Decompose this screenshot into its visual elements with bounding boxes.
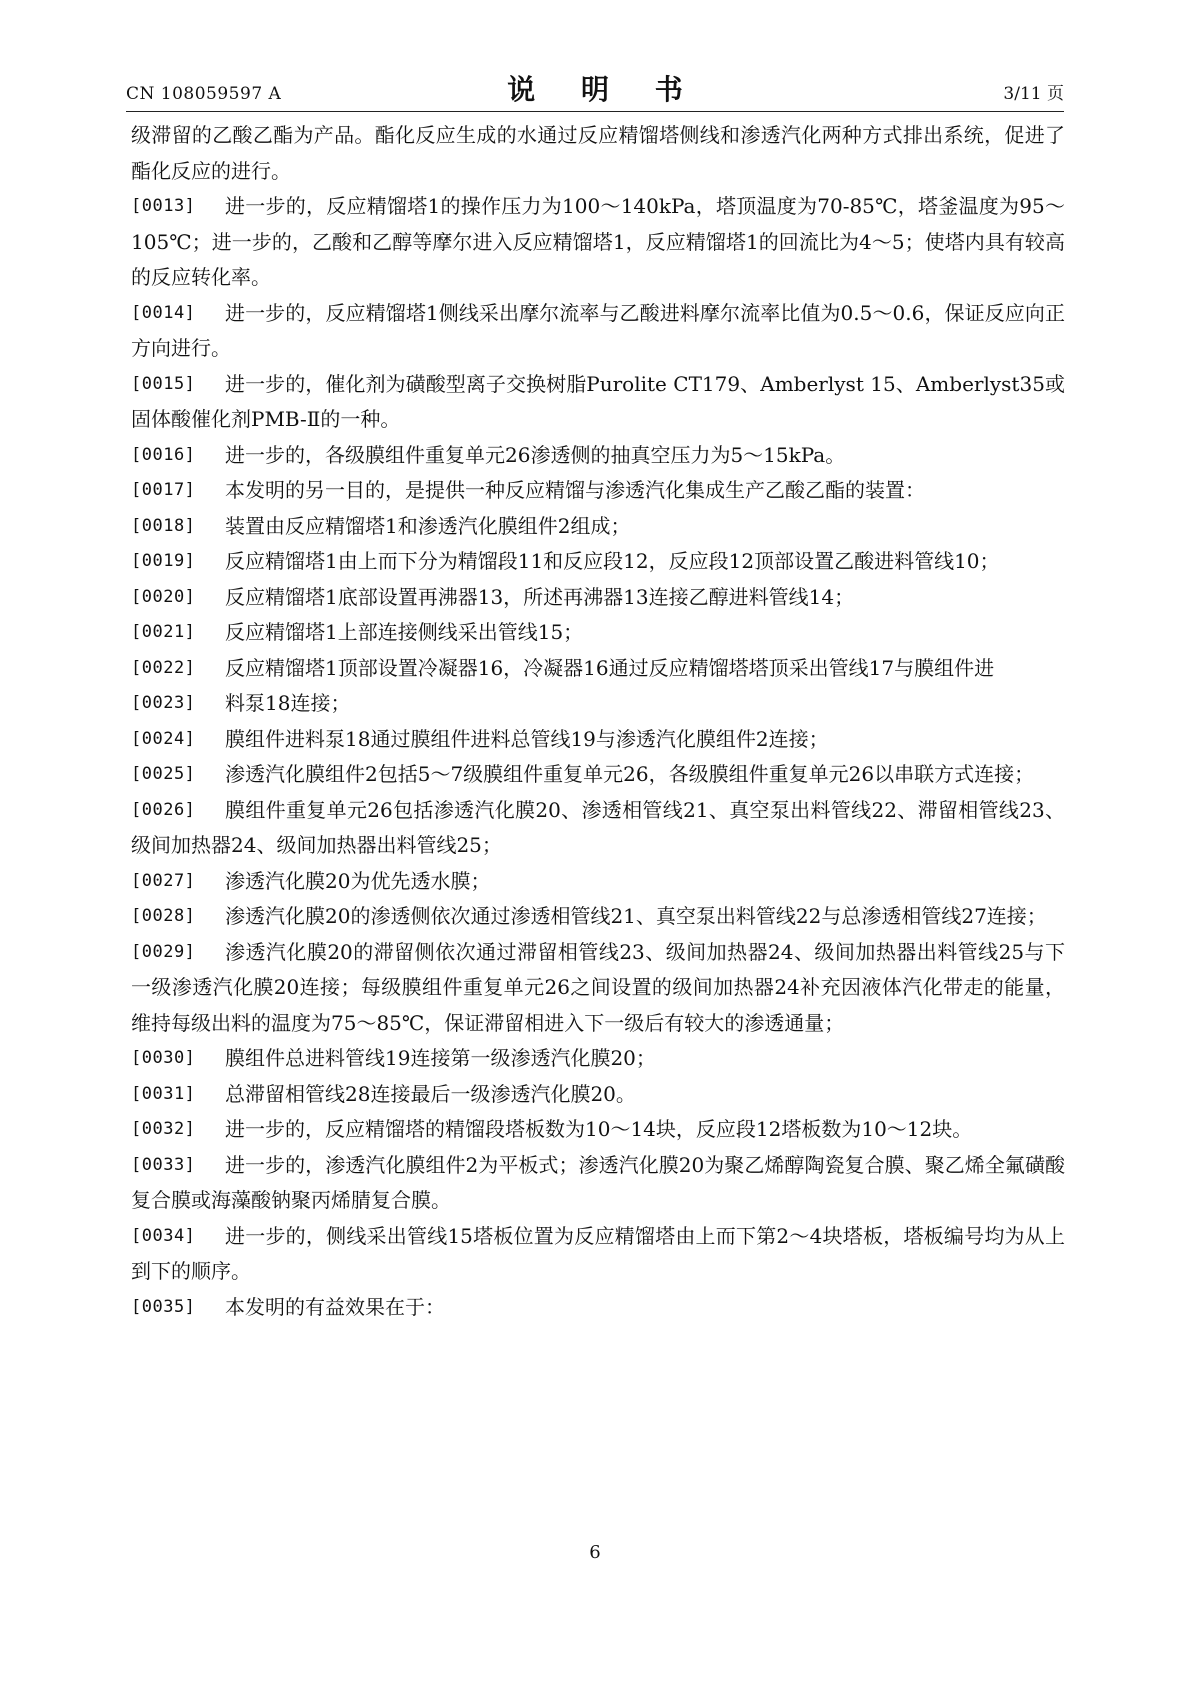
document-title: 说 明 书 <box>507 73 701 106</box>
paragraph-text: 反应精馏塔1上部连接侧线采出管线15； <box>225 620 584 644</box>
numbered-paragraph <box>131 438 1065 474</box>
continuation-paragraph: 级滞留的乙酸乙酯为产品。酯化反应生成的水通过反应精馏塔侧线和渗透汽化两种方式排出系统，促进了酯化反应的进行。 <box>131 123 1065 183</box>
paragraph-number: [0024] <box>131 728 196 749</box>
numbered-paragraph <box>131 544 1065 580</box>
paragraph-number: [0014] <box>131 302 196 323</box>
paragraph-text: 本发明的另一目的，是提供一种反应精馏与渗透汽化集成生产乙酸乙酯的装置： <box>225 478 925 502</box>
numbered-paragraph <box>131 615 1065 651</box>
numbered-paragraph <box>131 935 1065 1042</box>
paragraph-number: [0029] <box>131 941 196 962</box>
numbered-paragraph <box>131 793 1065 864</box>
paragraph-number: [0020] <box>131 586 196 607</box>
paragraph-number: [0035] <box>131 1296 196 1317</box>
numbered-paragraph <box>131 1219 1065 1290</box>
numbered-paragraph <box>131 580 1065 616</box>
paragraph-text: 渗透汽化膜20的渗透侧依次通过渗透相管线21、真空泵出料管线22与总渗透相管线27连接； <box>225 904 1047 928</box>
paragraph-number: [0026] <box>131 799 196 820</box>
paragraph-text: 进一步的，反应精馏塔1侧线采出摩尔流率与乙酸进料摩尔流率比值为0.5～0.6，保证反应向正方向进行。 <box>131 300 1065 360</box>
paragraph-number: [0027] <box>131 870 196 891</box>
header-rule <box>126 111 1064 112</box>
paragraph-number: [0025] <box>131 764 196 784</box>
numbered-paragraph <box>131 757 1065 793</box>
paragraph-number: [0019] <box>131 551 196 571</box>
paragraph-text: 进一步的，催化剂为磺酸型离子交换树脂Purolite CT179、Amberlyst 15、Amberlyst35或固体酸催化剂PMB-Ⅱ的一种。 <box>131 371 1065 431</box>
paragraph-number: [0018] <box>131 515 196 536</box>
page-number: 6 <box>589 1542 601 1563</box>
page-header <box>126 64 1064 112</box>
paragraph-number: [0017] <box>131 480 196 500</box>
numbered-paragraph <box>131 367 1065 438</box>
numbered-paragraph <box>131 651 1065 687</box>
paragraph-number: [0013] <box>131 196 196 216</box>
paragraph-text: 进一步的，反应精馏塔1的操作压力为100～140kPa，塔顶温度为70-85℃，塔釜温度为95～105℃；进一步的，乙酸和乙醇等摩尔进入反应精馏塔1，反应精馏塔1的回流比为4～5；使塔内具有较高的反应转化率。 <box>131 194 1065 289</box>
numbered-paragraph <box>131 899 1065 935</box>
paragraph-list <box>131 189 1065 1325</box>
paragraph-number: [0030] <box>131 1048 196 1068</box>
paragraph-number: [0016] <box>131 444 196 465</box>
paragraph-number: [0031] <box>131 1083 196 1104</box>
page-indicator: 3/11 页 <box>1003 84 1064 104</box>
paragraph-text: 膜组件重复单元26包括渗透汽化膜20、渗透相管线21、真空泵出料管线22、滞留相管线23、级间加热器24、级间加热器出料管线25； <box>131 797 1065 857</box>
numbered-paragraph <box>131 1112 1065 1148</box>
paragraph-text: 反应精馏塔1顶部设置冷凝器16，冷凝器16通过反应精馏塔塔顶采出管线17与膜组件进 <box>225 655 995 680</box>
paragraph-text: 装置由反应精馏塔1和渗透汽化膜组件2组成； <box>225 513 631 538</box>
numbered-paragraph <box>131 473 1065 509</box>
numbered-paragraph <box>131 189 1065 296</box>
numbered-paragraph <box>131 1041 1065 1077</box>
paragraph-text: 本发明的有益效果在于： <box>225 1294 445 1319</box>
paragraph-number: [0015] <box>131 373 196 394</box>
document-body <box>131 118 1065 1325</box>
paragraph-number: [0028] <box>131 906 196 926</box>
paragraph-number: [0021] <box>131 622 196 642</box>
paragraph-text: 反应精馏塔1底部设置再沸器13，所述再沸器13连接乙醇进料管线14； <box>225 584 855 609</box>
paragraph-number: [0023] <box>131 693 196 713</box>
paragraph-number: [0032] <box>131 1119 196 1139</box>
paragraph-text: 料泵18连接； <box>225 691 351 715</box>
numbered-paragraph <box>131 509 1065 545</box>
paragraph-text: 进一步的，各级膜组件重复单元26渗透侧的抽真空压力为5～15kPa。 <box>225 442 846 467</box>
paragraph-text: 总滞留相管线28连接最后一级渗透汽化膜20。 <box>225 1081 636 1106</box>
paragraph-text: 渗透汽化膜20的滞留侧依次通过滞留相管线23、级间加热器24、级间加热器出料管线25与下一级渗透汽化膜20连接；每级膜组件重复单元26之间设置的级间加热器24补充因液体汽化带走的能量，维持每级出料的温度为75～85℃，保证滞留相进入下一级后有较大的渗透通量； <box>131 939 1065 1035</box>
numbered-paragraph <box>131 1148 1065 1219</box>
paragraph-text: 膜组件进料泵18通过膜组件进料总管线19与渗透汽化膜组件2连接； <box>225 726 829 751</box>
numbered-paragraph <box>131 296 1065 367</box>
paragraph-text: 反应精馏塔1由上而下分为精馏段11和反应段12，反应段12顶部设置乙酸进料管线10； <box>225 549 1000 573</box>
paragraph-text: 进一步的，反应精馏塔的精馏段塔板数为10～14块，反应段12塔板数为10～12块。 <box>225 1117 973 1141</box>
paragraph-number: [0022] <box>131 657 196 678</box>
paragraph-text: 渗透汽化膜组件2包括5～7级膜组件重复单元26，各级膜组件重复单元26以串联方式连接； <box>225 762 1035 786</box>
numbered-paragraph <box>131 686 1065 722</box>
numbered-paragraph <box>131 722 1065 758</box>
paragraph-number: [0033] <box>131 1154 196 1175</box>
numbered-paragraph <box>131 864 1065 900</box>
numbered-paragraph <box>131 1290 1065 1326</box>
publication-number: CN 108059597 A <box>126 84 282 104</box>
paragraph-text: 膜组件总进料管线19连接第一级渗透汽化膜20； <box>225 1046 656 1070</box>
paragraph-number: [0034] <box>131 1225 196 1246</box>
paragraph-text: 进一步的，渗透汽化膜组件2为平板式；渗透汽化膜20为聚乙烯醇陶瓷复合膜、聚乙烯全氟磺酸复合膜或海藻酸钠聚丙烯腈复合膜。 <box>131 1152 1065 1212</box>
paragraph-text: 渗透汽化膜20为优先透水膜； <box>225 868 491 893</box>
paragraph-text: 进一步的，侧线采出管线15塔板位置为反应精馏塔由上而下第2～4块塔板，塔板编号均为从上到下的顺序。 <box>131 1223 1065 1283</box>
numbered-paragraph <box>131 1077 1065 1113</box>
